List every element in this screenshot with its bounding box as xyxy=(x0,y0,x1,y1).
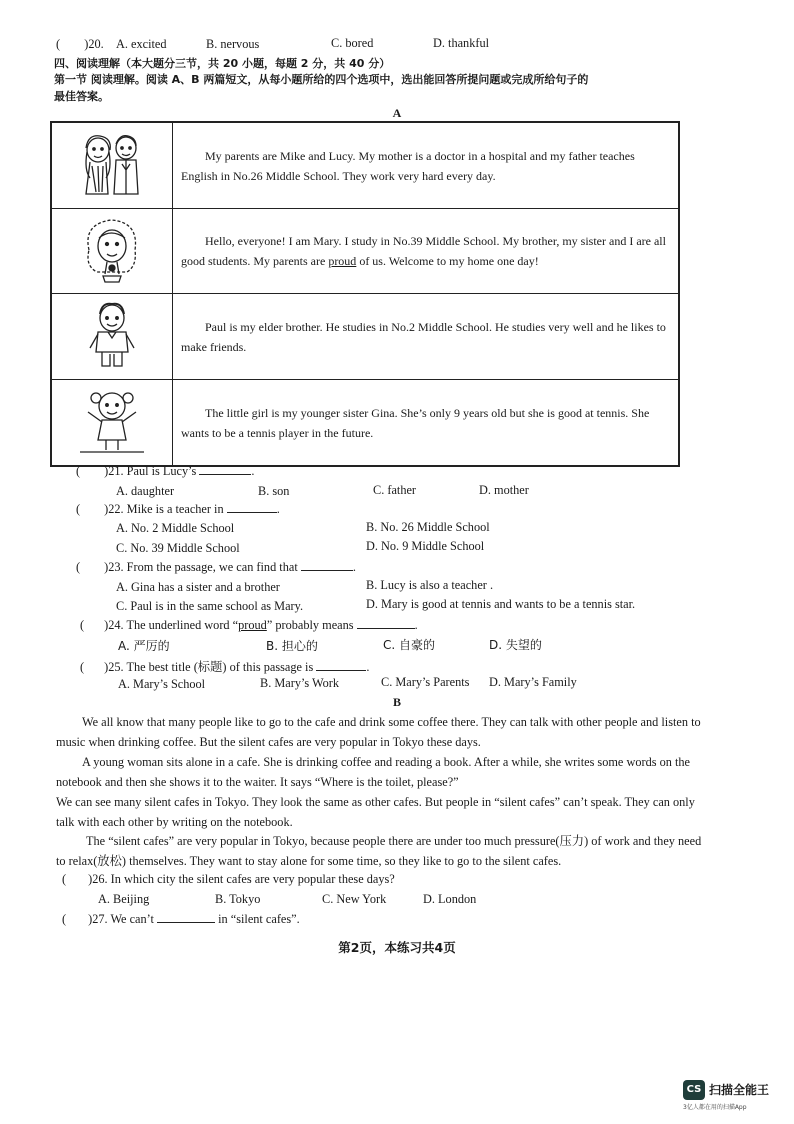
answer-blank[interactable] xyxy=(157,922,215,923)
question-end: . xyxy=(352,560,356,574)
option-c: C. bored xyxy=(331,36,374,50)
question-number: )21. xyxy=(104,464,124,478)
passage-b-paragraph-3: We can see many silent cafes in Tokyo. They look the same as other cafes. But people in “silent cafes” can’t speak. They can only talk with each other by writing on the notebook. xyxy=(56,795,695,829)
question-number: )26. xyxy=(88,872,108,886)
question-22: ( )22. Mike is a teacher in . xyxy=(76,502,280,516)
question-end: . xyxy=(276,502,280,516)
watermark-subtitle: 3亿人都在用的扫描App xyxy=(683,1104,747,1111)
option-c: C. No. 39 Middle School xyxy=(116,541,240,555)
option-c: C. New York xyxy=(322,892,387,906)
passage-text-part: Hello, everyone! I am Mary. I study in No.39 Middle School. My brother, my sister and I are all good students. My parents are xyxy=(181,234,666,268)
underlined-word-proud: proud xyxy=(328,254,357,268)
option-d: D. London xyxy=(423,892,477,906)
option-d: D. No. 9 Middle School xyxy=(366,539,485,553)
girl-portrait-icon xyxy=(51,209,173,294)
section-heading: 四、阅读理解（本大题分三节，共 20 小题，每题 2 分，共 40 分） xyxy=(54,57,391,70)
passage-b-paragraph-1: We all know that many people like to go to the cafe and drink some coffee there. They can talk with other people and listen to music when drinking coffee. But the silent cafes are very popular in Tokyo these days. xyxy=(56,715,701,749)
option-c: C. 自豪的 xyxy=(383,638,436,652)
answer-blank[interactable] xyxy=(316,670,366,671)
camscanner-logo-icon: CS xyxy=(683,1080,705,1100)
boy-portrait-icon xyxy=(51,294,173,380)
scanner-watermark xyxy=(683,1080,783,1116)
option-a: A. No. 2 Middle School xyxy=(116,521,235,535)
question-number: )25. xyxy=(104,660,124,674)
question-stem: The best title (标题) of this passage is xyxy=(126,660,314,674)
option-a: A. Gina has a sister and a brother xyxy=(116,580,280,594)
option-b: B. Lucy is also a teacher . xyxy=(366,578,494,592)
option-a: A. daughter xyxy=(116,484,175,498)
question-stem: in “silent cafes”. xyxy=(218,912,300,926)
passage-b-paragraph-4: The “silent cafes” are very popular in Tokyo, because people there are under too much pressure(压力) of work and they need to relax(放松) themselves. They want to stay alone for some time, so they like to go to the silent cafes. xyxy=(56,834,702,868)
question-end: . xyxy=(251,464,255,478)
question-21: ( )21. Paul is Lucy’s . xyxy=(76,464,255,478)
option-d: D. thankful xyxy=(433,36,490,50)
question-stem: We can’t xyxy=(110,912,154,926)
option-b: B. nervous xyxy=(206,37,260,51)
answer-blank[interactable] xyxy=(227,512,277,513)
passage-row xyxy=(51,380,679,467)
answer-blank[interactable] xyxy=(301,570,353,571)
question-24: ( )24. The underlined word “proud” probably means . xyxy=(80,618,418,632)
question-number: )20. xyxy=(84,37,104,51)
passage-row xyxy=(51,122,679,209)
question-number: )24. xyxy=(104,618,124,632)
option-a: A. excited xyxy=(116,37,167,51)
option-b: B. Tokyo xyxy=(215,892,261,906)
boy-portrait-icon xyxy=(82,300,142,370)
section-instruction-line2: 最佳答案。 xyxy=(54,90,109,103)
passage-row xyxy=(51,294,679,380)
question-number: )23. xyxy=(104,560,124,574)
question-stem: The underlined word “ xyxy=(126,618,239,632)
question-26: ( )26. In which city the silent cafes are very popular these days? xyxy=(62,872,395,886)
passage-row xyxy=(51,209,679,294)
watermark-name: 扫描全能王 xyxy=(709,1083,770,1097)
couple-portrait-icon xyxy=(72,130,152,198)
answer-blank[interactable] xyxy=(199,474,251,475)
option-b: B. No. 26 Middle School xyxy=(366,520,490,534)
question-stem: ” probably means xyxy=(266,618,354,632)
question-stem: Mike is a teacher in xyxy=(126,502,224,516)
passage-b-label: B xyxy=(392,695,401,709)
question-stem: Paul is Lucy’s xyxy=(126,464,197,478)
option-d: D. Mary is good at tennis and wants to be a tennis star. xyxy=(366,597,636,611)
option-b: B. Mary’s Work xyxy=(260,676,340,690)
option-d: D. Mary’s Family xyxy=(489,675,577,689)
option-d: D. 失望的 xyxy=(489,638,542,652)
question-23: ( )23. From the passage, we can find that . xyxy=(76,560,356,574)
passage-text: Paul is my elder brother. He studies in No.2 Middle School. He studies very well and he likes to make friends. xyxy=(173,294,680,380)
question-end: . xyxy=(414,618,418,632)
question-stem: From the passage, we can find that xyxy=(126,560,298,574)
passage-b-paragraph-2: A young woman sits alone in a cafe. She is drinking coffee and reading a book. After a while, she writes some words on the notebook and then she shows it to the waiter. It says “Where is the toilet, please?” xyxy=(56,755,690,789)
passage-a-label: A xyxy=(392,106,402,120)
passage-text xyxy=(173,209,680,294)
option-c: C. Mary’s Parents xyxy=(381,675,470,689)
question-number: )22. xyxy=(104,502,124,516)
page-footer: 第2页，本练习共4页 xyxy=(338,940,456,955)
passage-text: My parents are Mike and Lucy. My mother is a doctor in a hospital and my father teaches English in No.26 Middle School. They work very hard every day. xyxy=(173,122,680,209)
option-b: B. 担心的 xyxy=(266,639,318,653)
question-25: ( )25. The best title (标题) of this passage is . xyxy=(80,660,370,674)
question-stem: In which city the silent cafes are very popular these days? xyxy=(110,872,395,886)
passage-a-table xyxy=(50,121,680,467)
answer-blank[interactable] xyxy=(357,628,415,629)
couple-portrait-icon xyxy=(51,122,173,209)
question-20 xyxy=(56,37,104,52)
option-c: C. Paul is in the same school as Mary. xyxy=(116,599,304,613)
passage-text: The little girl is my younger sister Gina. She’s only 9 years old but she is good at tennis. She wants to be a tennis player in the future. xyxy=(173,380,680,467)
section-instruction-line1: 第一节 阅读理解。阅读 A、B 两篇短文，从每小题所给的四个选项中，选出能回答所提问题或完成所给句子的 xyxy=(54,73,589,86)
option-d: D. mother xyxy=(479,483,529,497)
question-number: )27. xyxy=(88,912,108,926)
option-a: A. Mary’s School xyxy=(118,677,206,691)
girl-portrait-icon xyxy=(77,214,147,284)
question-end: . xyxy=(366,660,370,674)
answer-paren: ( xyxy=(56,37,61,51)
little-girl-portrait-icon xyxy=(51,380,173,467)
question-27: ( )27. We can’t in “silent cafes”. xyxy=(62,912,300,926)
underlined-word-proud: proud xyxy=(238,618,267,632)
option-b: B. son xyxy=(258,484,290,498)
option-a: A. 严厉的 xyxy=(118,639,170,653)
option-a: A. Beijing xyxy=(98,892,150,906)
little-girl-portrait-icon xyxy=(72,386,152,456)
option-c: C. father xyxy=(373,483,417,497)
passage-text-part: of us. Welcome to my home one day! xyxy=(356,254,539,268)
